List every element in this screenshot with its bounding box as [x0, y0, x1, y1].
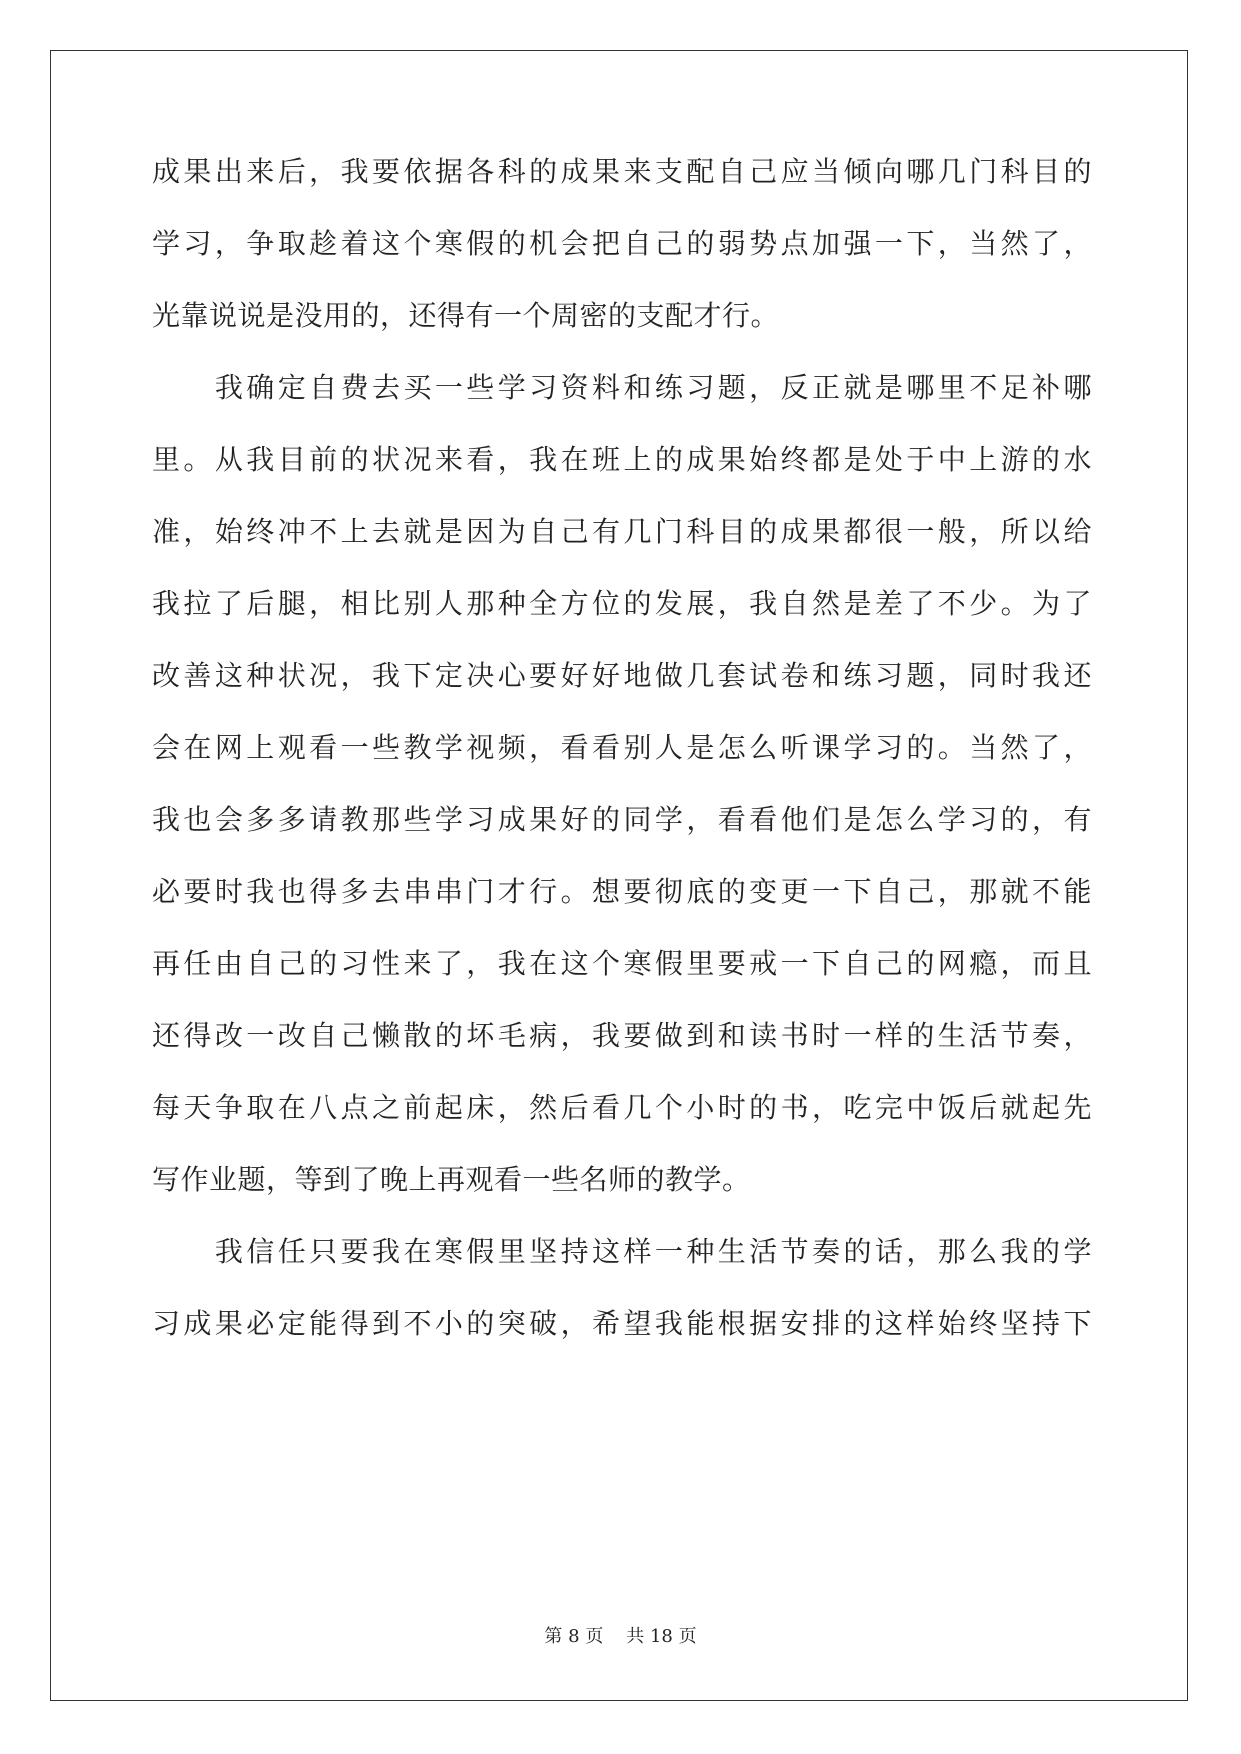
paragraph-line: 光靠说说是没用的，还得有一个周密的支配才行。 — [152, 299, 780, 332]
paragraph-line: 再任由自己的习性来了，我在这个寒假里要戒一下自己的网瘾，而且 — [152, 947, 1092, 980]
paragraph-line: 学习，争取趁着这个寒假的机会把自己的弱势点加强一下，当然了， — [152, 227, 1092, 260]
paragraph-line: 成果出来后，我要依据各科的成果来支配自己应当倾向哪几门科目的 — [152, 155, 1092, 188]
paragraph-line: 写作业题，等到了晚上再观看一些名师的教学。 — [152, 1163, 751, 1196]
page-number: 第 8 页 — [544, 1626, 604, 1647]
page-total: 共 18 页 — [626, 1626, 697, 1647]
page-footer — [0, 1622, 1241, 1648]
paragraph-line: 里。从我目前的状况来看，我在班上的成果始终都是处于中上游的水 — [152, 443, 1092, 476]
paragraph-line: 我确定自费去买一些学习资料和练习题，反正就是哪里不足补哪 — [152, 371, 1092, 404]
paragraph-line: 习成果必定能得到不小的突破，希望我能根据安排的这样始终坚持下 — [152, 1307, 1092, 1340]
paragraph-line: 我也会多多请教那些学习成果好的同学，看看他们是怎么学习的，有 — [152, 803, 1092, 836]
paragraph-line: 会在网上观看一些教学视频，看看别人是怎么听课学习的。当然了， — [152, 731, 1092, 764]
paragraph-line: 准，始终冲不上去就是因为自己有几门科目的成果都很一般，所以给 — [152, 515, 1092, 548]
paragraph-line: 必要时我也得多去串串门才行。想要彻底的变更一下自己，那就不能 — [152, 875, 1092, 908]
paragraph-line: 改善这种状况，我下定决心要好好地做几套试卷和练习题，同时我还 — [152, 659, 1092, 692]
paragraph-line: 我拉了后腿，相比别人那种全方位的发展，我自然是差了不少。为了 — [152, 587, 1092, 620]
paragraph-line: 还得改一改自己懒散的坏毛病，我要做到和读书时一样的生活节奏， — [152, 1019, 1092, 1052]
paragraph-line: 我信任只要我在寒假里坚持这样一种生活节奏的话，那么我的学 — [152, 1235, 1092, 1268]
paragraph-line: 每天争取在八点之前起床，然后看几个小时的书，吃完中饭后就起先 — [152, 1091, 1092, 1124]
